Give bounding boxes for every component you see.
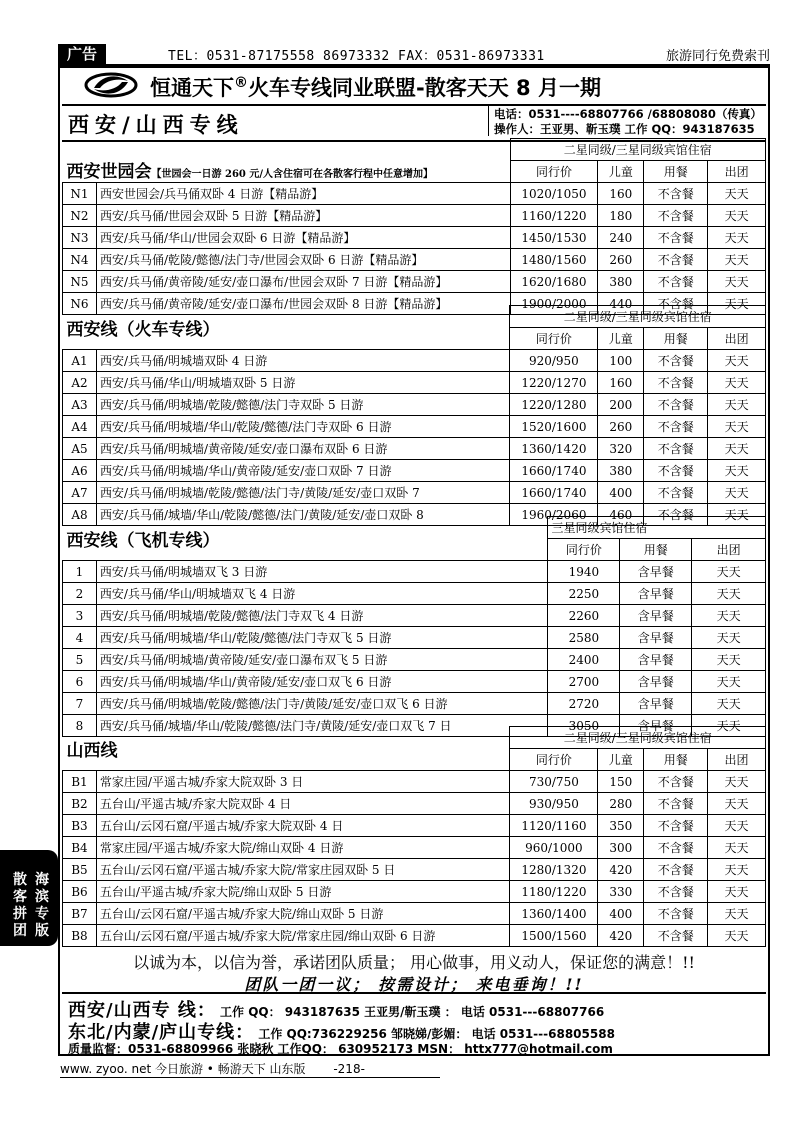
table-cell: 2700 <box>548 671 620 693</box>
route-title: 西安/山西专线 <box>68 112 244 137</box>
table-cell: 西安/兵马俑/明城墙双卧 4 日游 <box>96 350 510 372</box>
table-cell: 天天 <box>708 460 766 482</box>
route-info <box>494 107 762 137</box>
table-cell: 含早餐 <box>620 627 692 649</box>
contact-box <box>62 992 766 1058</box>
table-cell: 含早餐 <box>620 649 692 671</box>
table-row <box>63 627 766 649</box>
table-row <box>63 249 766 271</box>
table-cell: 西安世园会/兵马俑双卧 4 日游【精品游】 <box>96 183 510 205</box>
table-cell: 1660/1740 <box>510 460 598 482</box>
table-cell: 1360/1420 <box>510 438 598 460</box>
table-row <box>63 183 766 205</box>
table-cell: 160 <box>598 372 644 394</box>
page-footer <box>60 1060 365 1077</box>
table-cell: 1020/1050 <box>510 183 598 205</box>
table-cell: N3 <box>63 227 97 249</box>
col-header-meal: 用餐 <box>644 328 708 350</box>
footer-text: www. zyoo. net 今日旅游 • 畅游天下 山东版 <box>60 1062 306 1076</box>
table-cell: 不含餐 <box>644 771 708 793</box>
table-cell: 280 <box>598 793 644 815</box>
table-cell: 天天 <box>708 793 766 815</box>
table-cell: 天天 <box>692 627 766 649</box>
table-row <box>63 859 766 881</box>
table-cell: 1 <box>63 561 97 583</box>
table-cell: 960/1000 <box>510 837 598 859</box>
table-row <box>63 561 766 583</box>
table-cell: 含早餐 <box>620 605 692 627</box>
table-cell: 1480/1560 <box>510 249 598 271</box>
table-cell: 不含餐 <box>644 372 708 394</box>
col-header-meal: 用餐 <box>644 161 708 183</box>
table-cell: 西安/兵马俑/明城墙/乾陵/懿德/法门寺双卧 5 日游 <box>96 394 510 416</box>
footer-divider <box>60 1077 440 1078</box>
table-cell: 2580 <box>548 627 620 649</box>
table-cell: 西安/兵马俑/城墙/华山/乾陵/懿德/法门寺/黄陵/延安/壶口双飞 7 日 <box>96 715 548 737</box>
table-cell: 五台山/云冈石窟/平遥古城/乔家大院/常家庄园/绵山双卧 6 日游 <box>96 925 510 947</box>
table-cell: 西安/兵马俑/明城墙/黄帝陵/延安/壶口瀑布双飞 5 日游 <box>96 649 548 671</box>
table-cell: A1 <box>63 350 97 372</box>
table-row <box>63 271 766 293</box>
expo-lodging: 二星同级/三星同级宾馆住宿 <box>510 139 765 161</box>
table-row <box>63 416 766 438</box>
table-cell: 天天 <box>708 504 766 526</box>
table-row <box>63 583 766 605</box>
table-cell: N4 <box>63 249 97 271</box>
side-tab-col1: 海滨专版 <box>35 872 49 939</box>
table-cell: N1 <box>63 183 97 205</box>
table-cell: 200 <box>598 394 644 416</box>
table-cell: 100 <box>598 350 644 372</box>
col-header-meal: 用餐 <box>620 539 692 561</box>
contact-xian-label: 西安/山西专 线： <box>68 1000 216 1021</box>
table-cell: N5 <box>63 271 97 293</box>
table-cell: 180 <box>598 205 644 227</box>
table-cell: A8 <box>63 504 97 526</box>
table-cell: 930/950 <box>510 793 598 815</box>
table-cell: 4 <box>63 627 97 649</box>
col-header-meal: 用餐 <box>644 749 708 771</box>
table-cell: 含早餐 <box>620 715 692 737</box>
plane-table <box>62 516 766 737</box>
table-cell: 西安/兵马俑/黄帝陵/延安/壶口瀑布/世园会双卧 7 日游【精品游】 <box>96 271 510 293</box>
table-row <box>63 837 766 859</box>
table-row <box>63 205 766 227</box>
title-brand: 恒通天下 <box>150 76 234 100</box>
table-cell: N6 <box>63 293 97 315</box>
expo-note: 【世园会一日游 260 元/人含住宿可在各散客行程中任意增加】 <box>151 169 433 180</box>
table-cell: A5 <box>63 438 97 460</box>
col-header-price: 同行价 <box>510 749 598 771</box>
table-cell: 不含餐 <box>644 925 708 947</box>
table-cell: 1450/1530 <box>510 227 598 249</box>
table-cell: 天天 <box>692 693 766 715</box>
table-cell: N2 <box>63 205 97 227</box>
table-cell: 天天 <box>708 771 766 793</box>
table-cell: 3 <box>63 605 97 627</box>
table-cell: 西安/兵马俑/明城墙/华山/乾陵/懿德/法门寺双飞 5 日游 <box>96 627 548 649</box>
table-row <box>63 460 766 482</box>
table-cell: 不含餐 <box>644 815 708 837</box>
table-cell: 五台山/平遥古城/乔家大院双卧 4 日 <box>96 793 510 815</box>
table-cell: 天天 <box>708 183 766 205</box>
table-cell: B2 <box>63 793 97 815</box>
table-cell: 不含餐 <box>644 350 708 372</box>
table-cell: 天天 <box>708 249 766 271</box>
table-cell: B8 <box>63 925 97 947</box>
logo-icon <box>84 72 138 98</box>
table-row <box>63 771 766 793</box>
col-header-child: 儿童 <box>598 749 644 771</box>
table-row <box>63 903 766 925</box>
table-cell: 不含餐 <box>644 504 708 526</box>
table-cell: 400 <box>598 482 644 504</box>
table-cell: 2250 <box>548 583 620 605</box>
col-header-child: 儿童 <box>598 161 644 183</box>
table-cell: 1520/1600 <box>510 416 598 438</box>
closing-promise: 以诚为本，以信为誉，承诺团队质量； 用心做事，用义动人，保证您的满意！!! <box>133 953 695 972</box>
table-row <box>63 482 766 504</box>
table-cell: 380 <box>598 271 644 293</box>
table-cell: 240 <box>598 227 644 249</box>
table-cell: 400 <box>598 903 644 925</box>
table-cell: 6 <box>63 671 97 693</box>
table-cell: 含早餐 <box>620 561 692 583</box>
side-tab-col2: 散客拼团 <box>13 872 27 939</box>
table-cell: 350 <box>598 815 644 837</box>
table-cell: 天天 <box>692 605 766 627</box>
table-cell: 不含餐 <box>644 859 708 881</box>
table-cell: 1180/1220 <box>510 881 598 903</box>
table-cell: 260 <box>598 416 644 438</box>
table-cell: B7 <box>63 903 97 925</box>
ad-label: 广告 <box>58 44 106 64</box>
table-cell: 420 <box>598 925 644 947</box>
table-cell: 天天 <box>692 715 766 737</box>
shanxi-section-header: 山西线 <box>66 740 118 761</box>
table-cell: 天天 <box>708 815 766 837</box>
table-cell: 1120/1160 <box>510 815 598 837</box>
table-cell: 不含餐 <box>644 271 708 293</box>
table-cell: 不含餐 <box>644 793 708 815</box>
expo-table <box>62 138 766 315</box>
table-cell: 天天 <box>708 416 766 438</box>
table-cell: 西安/兵马俑/明城墙/华山/黄帝陵/延安/壶口双飞 6 日游 <box>96 671 548 693</box>
table-cell: 天天 <box>692 561 766 583</box>
table-cell: 不含餐 <box>644 249 708 271</box>
table-cell: 1940 <box>548 561 620 583</box>
table-row <box>63 227 766 249</box>
table-cell: 西安/兵马俑/明城墙/乾陵/懿德/法门寺/黄陵/延安/壶口双飞 6 日游 <box>96 693 548 715</box>
table-cell: 不含餐 <box>644 293 708 315</box>
table-row <box>63 394 766 416</box>
table-row <box>63 815 766 837</box>
table-cell: 西安/兵马俑/城墙/华山/乾陵/懿德/法门/黄陵/延安/壶口双卧 8 <box>96 504 510 526</box>
table-cell: 不含餐 <box>644 394 708 416</box>
table-cell: 2720 <box>548 693 620 715</box>
table-cell: 含早餐 <box>620 671 692 693</box>
expo-title: 西安世园会 <box>66 162 152 182</box>
route-bar <box>62 104 766 142</box>
table-cell: 天天 <box>708 293 766 315</box>
table-cell: 420 <box>598 859 644 881</box>
route-operators: 操作人：王亚男、靳玉璞 工作 QQ：943187635 <box>494 122 755 136</box>
table-cell: 不含餐 <box>644 903 708 925</box>
col-header-price: 同行价 <box>510 328 598 350</box>
shanxi-lodging: 二星同级/三星同级宾馆住宿 <box>510 727 766 749</box>
table-cell: 1160/1220 <box>510 205 598 227</box>
col-header-price: 同行价 <box>548 539 620 561</box>
table-cell: 不含餐 <box>644 460 708 482</box>
table-cell: 五台山/云冈石窟/平遥古城/乔家大院双卧 4 日 <box>96 815 510 837</box>
table-cell: 天天 <box>708 394 766 416</box>
table-cell: 天天 <box>692 649 766 671</box>
train-section-header: 西安线（火车专线） <box>66 319 220 340</box>
table-cell: 730/750 <box>510 771 598 793</box>
col-header-price: 同行价 <box>510 161 598 183</box>
table-cell: 五台山/云冈石窟/平遥古城/乔家大院/绵山双卧 5 日游 <box>96 903 510 925</box>
table-cell: 440 <box>598 293 644 315</box>
table-cell: 天天 <box>708 881 766 903</box>
table-cell: 不含餐 <box>644 416 708 438</box>
table-cell: 西安/兵马俑/华山/明城墙双飞 4 日游 <box>96 583 548 605</box>
table-cell: 1960/2060 <box>510 504 598 526</box>
table-cell: 380 <box>598 460 644 482</box>
table-cell: 3050 <box>548 715 620 737</box>
table-cell: 1900/2000 <box>510 293 598 315</box>
table-cell: 常家庄园/平遥古城/乔家大院/绵山双卧 4 日游 <box>96 837 510 859</box>
table-cell: 天天 <box>708 438 766 460</box>
closing-slogan: 团队一团一议； 按需设计； 来电垂询！!! <box>244 975 584 994</box>
table-cell: 330 <box>598 881 644 903</box>
table-cell: B6 <box>63 881 97 903</box>
table-cell: 不含餐 <box>644 438 708 460</box>
contact-northeast-text: 工作 QQ:736229256 邹晓娣/彭媚： 电话 0531---68805588 <box>258 1027 615 1041</box>
table-cell: 1220/1280 <box>510 394 598 416</box>
table-cell: 1280/1320 <box>510 859 598 881</box>
table-cell: 160 <box>598 183 644 205</box>
table-row <box>63 605 766 627</box>
table-cell: B1 <box>63 771 97 793</box>
table-cell: 天天 <box>692 583 766 605</box>
table-cell: 7 <box>63 693 97 715</box>
table-cell: 150 <box>598 771 644 793</box>
table-cell: 1500/1560 <box>510 925 598 947</box>
side-tab <box>0 850 58 946</box>
table-cell: 1660/1740 <box>510 482 598 504</box>
plane-section-header: 西安线（飞机专线） <box>66 530 220 551</box>
table-cell: 天天 <box>708 837 766 859</box>
train-lodging: 二星同级/三星同级宾馆住宿 <box>510 306 766 328</box>
free-index-label: 旅游同行免费索刊 <box>665 49 770 64</box>
top-bar <box>58 44 770 64</box>
route-phone: 电话：0531----68807766 /68808080（传真） <box>494 107 762 121</box>
table-cell: A3 <box>63 394 97 416</box>
table-cell: 西安/兵马俑/明城墙/乾陵/懿德/法门寺/黄陵/延安/壶口双卧 7 <box>96 482 510 504</box>
contact-row-quality: 质量监督：0531-68809966 张晓秋 工作QQ： 630952173 MSN： httx777@hotmail.com <box>68 1042 613 1056</box>
page-header <box>84 70 734 104</box>
table-cell: 天天 <box>692 671 766 693</box>
table-cell: 西安/兵马俑/明城墙/华山/乾陵/懿德/法门寺双卧 6 日游 <box>96 416 510 438</box>
table-cell: 天天 <box>708 205 766 227</box>
table-cell: 320 <box>598 438 644 460</box>
table-cell: 8 <box>63 715 97 737</box>
table-cell: 5 <box>63 649 97 671</box>
table-cell: 西安/兵马俑/黄帝陵/延安/壶口瀑布/世园会双卧 8 日游【精品游】 <box>96 293 510 315</box>
table-cell: 不含餐 <box>644 837 708 859</box>
table-row <box>63 793 766 815</box>
table-cell: 不含餐 <box>644 881 708 903</box>
table-cell: 西安/兵马俑/华山/世园会双卧 6 日游【精品游】 <box>96 227 510 249</box>
table-cell: 西安/兵马俑/明城墙/乾陵/懿德/法门寺双飞 4 日游 <box>96 605 548 627</box>
table-cell: 西安/兵马俑/华山/明城墙双卧 5 日游 <box>96 372 510 394</box>
table-cell: A6 <box>63 460 97 482</box>
table-cell: A7 <box>63 482 97 504</box>
table-row <box>63 671 766 693</box>
table-cell: 天天 <box>708 859 766 881</box>
table-cell: 西安/兵马俑/明城墙/黄帝陵/延安/壶口瀑布双卧 6 日游 <box>96 438 510 460</box>
expo-section-header <box>63 139 511 183</box>
table-cell: 不含餐 <box>644 227 708 249</box>
contact-northeast-label: 东北/内蒙/庐山专线： <box>68 1022 255 1043</box>
table-row <box>63 649 766 671</box>
table-cell: 2400 <box>548 649 620 671</box>
table-cell: 1220/1270 <box>510 372 598 394</box>
table-row <box>63 925 766 947</box>
table-cell: 西安/兵马俑/明城墙双飞 3 日游 <box>96 561 548 583</box>
registered-mark: ® <box>234 75 248 91</box>
table-cell: A4 <box>63 416 97 438</box>
table-cell: 含早餐 <box>620 693 692 715</box>
table-cell: 西安/兵马俑/世园会双卧 5 日游【精品游】 <box>96 205 510 227</box>
table-cell: 不含餐 <box>644 482 708 504</box>
plane-lodging: 三星同级宾馆住宿 <box>548 517 766 539</box>
table-cell: 1620/1680 <box>510 271 598 293</box>
shanxi-table <box>62 726 766 947</box>
title-rest: 火车专线同业联盟-散客天天 8 月一期 <box>248 76 601 100</box>
table-cell: 天天 <box>708 350 766 372</box>
top-contact: TEL：0531-87175558 86973332 FAX：0531-86973331 <box>168 49 545 64</box>
table-cell: 天天 <box>708 482 766 504</box>
table-row <box>63 438 766 460</box>
table-cell: 天天 <box>708 271 766 293</box>
col-header-depart: 出团 <box>708 328 766 350</box>
table-cell: 260 <box>598 249 644 271</box>
table-cell: 300 <box>598 837 644 859</box>
table-cell: 920/950 <box>510 350 598 372</box>
table-cell: 天天 <box>708 227 766 249</box>
table-row <box>63 693 766 715</box>
table-cell: 天天 <box>708 925 766 947</box>
table-cell: B4 <box>63 837 97 859</box>
page-number: -218- <box>333 1062 365 1076</box>
table-cell: 天天 <box>708 372 766 394</box>
train-table <box>62 305 766 526</box>
col-header-depart: 出团 <box>692 539 766 561</box>
page-title <box>150 72 601 102</box>
table-cell: 460 <box>598 504 644 526</box>
table-cell: 五台山/云冈石窟/平遥古城/乔家大院/常家庄园双卧 5 日 <box>96 859 510 881</box>
table-cell: 2 <box>63 583 97 605</box>
table-cell: 五台山/平遥古城/乔家大院/绵山双卧 5 日游 <box>96 881 510 903</box>
col-header-depart: 出团 <box>708 749 766 771</box>
table-cell: 含早餐 <box>620 583 692 605</box>
table-cell: B3 <box>63 815 97 837</box>
table-cell: 不含餐 <box>644 183 708 205</box>
table-cell: 天天 <box>708 903 766 925</box>
table-cell: 1360/1400 <box>510 903 598 925</box>
table-cell: B5 <box>63 859 97 881</box>
table-cell: A2 <box>63 372 97 394</box>
col-header-child: 儿童 <box>598 328 644 350</box>
contact-xian-text: 工作 QQ： 943187635 王亚男/靳玉璞 ： 电话 0531---68807766 <box>220 1005 605 1019</box>
table-cell: 西安/兵马俑/明城墙/华山/黄帝陵/延安/壶口双卧 7 日游 <box>96 460 510 482</box>
table-row <box>63 372 766 394</box>
table-cell: 不含餐 <box>644 205 708 227</box>
table-row <box>63 350 766 372</box>
col-header-depart: 出团 <box>708 161 766 183</box>
table-cell: 西安/兵马俑/乾陵/懿德/法门寺/世园会双卧 6 日游【精品游】 <box>96 249 510 271</box>
table-cell: 常家庄园/平遥古城/乔家大院双卧 3 日 <box>96 771 510 793</box>
table-cell: 2260 <box>548 605 620 627</box>
table-row <box>63 881 766 903</box>
